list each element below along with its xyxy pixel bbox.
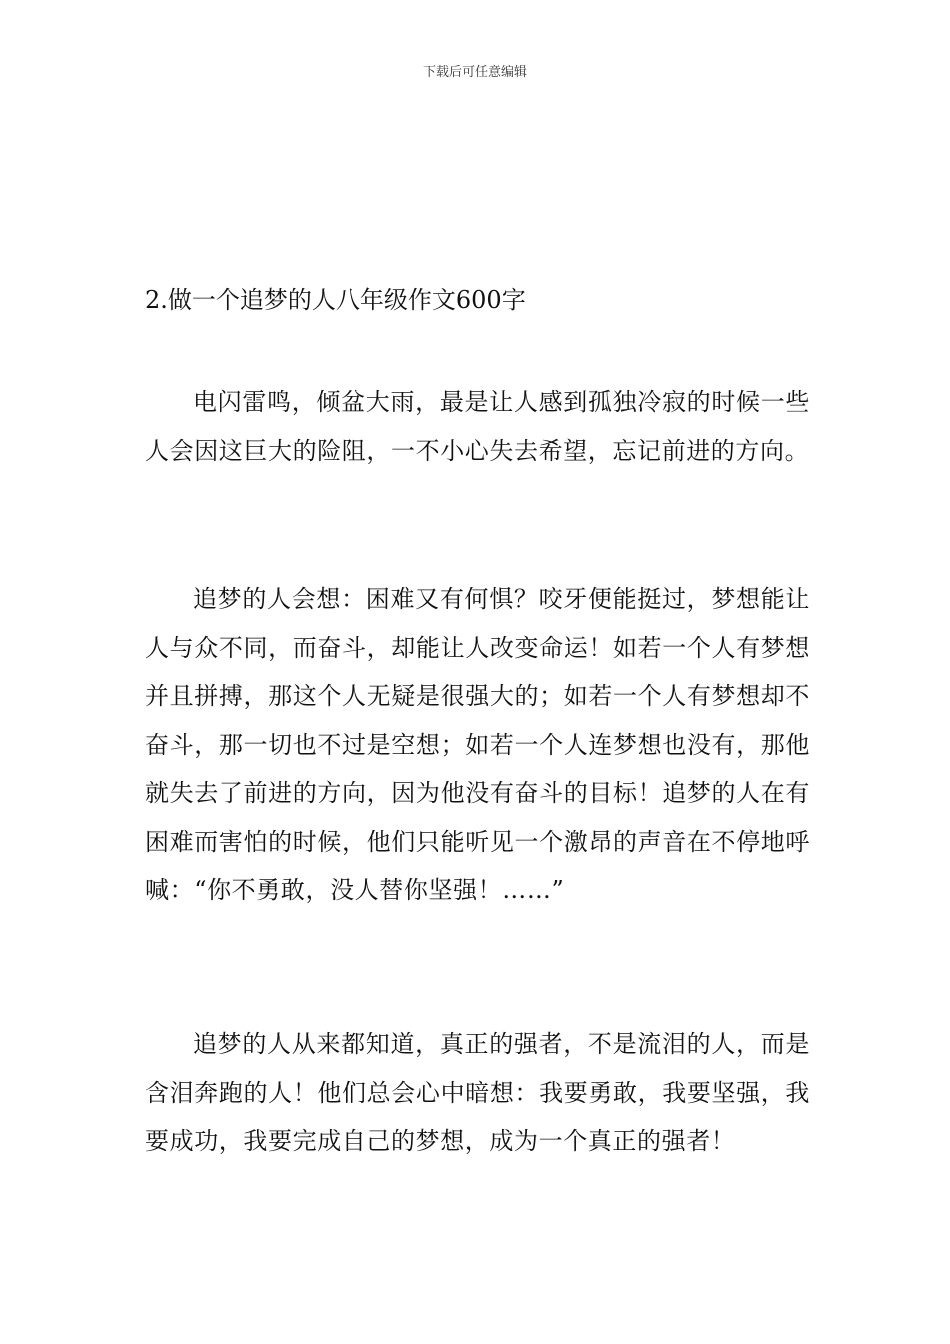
page-header-note: 下载后可任意编辑 [422, 65, 527, 80]
document-title: 2.做一个追梦的人八年级作文600字 [145, 286, 526, 314]
paragraph-2: 追梦的人会想：困难又有何惧？咬牙便能挺过，梦想能让人与众不同，而奋斗，却能让人改变命运！如若一个人有梦想并且拼搏，那这个人无疑是很强大的；如若一个人有梦想却不奋斗，那一切也不过是空想；如若一个人连梦想也没有，那他就失去了前进的方向，因为他没有奋斗的目标！追梦的人在有困难而害怕的时候，他们只能听见一个激昂的声音在不停地呼喊：“你不勇敢，没人替你坚强！……” [145, 585, 810, 904]
paragraph-3: 追梦的人从来都知道，真正的强者，不是流泪的人，而是含泪奔跑的人！他们总会心中暗想：我要勇敢，我要坚强，我要成功，我要完成自己的梦想，成为一个真正的强者！ [145, 1030, 810, 1155]
paragraph-1: 电闪雷鸣，倾盆大雨，最是让人感到孤独冷寂的时候一些人会因这巨大的险阻，一不小心失去希望，忘记前进的方向。 [145, 388, 810, 465]
